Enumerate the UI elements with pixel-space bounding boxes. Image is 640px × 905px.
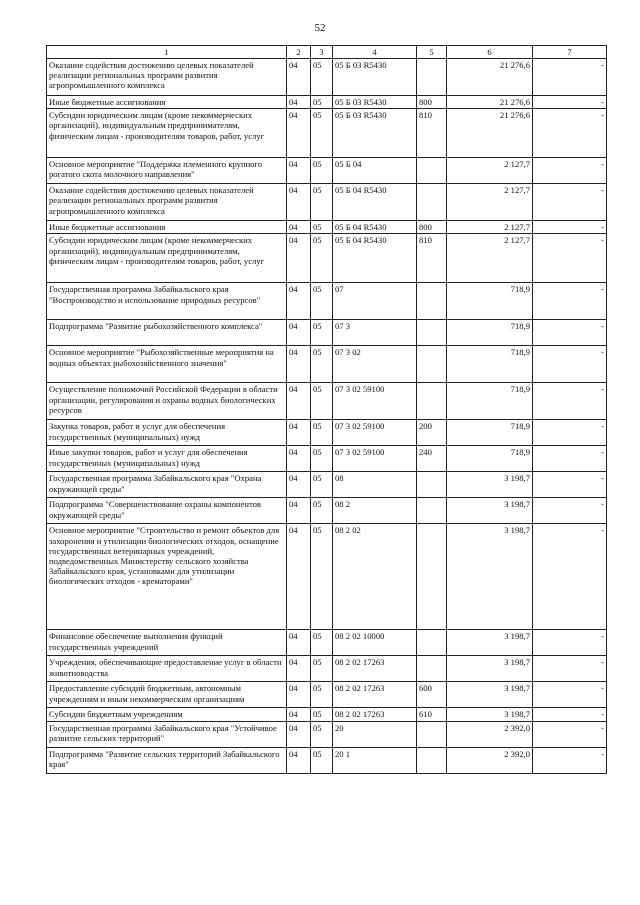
row-amount-col7: - xyxy=(533,221,607,234)
row-section: 04 xyxy=(287,446,311,472)
table-row xyxy=(47,682,607,708)
row-section: 04 xyxy=(287,656,311,682)
row-amount: 718,9 xyxy=(447,446,533,472)
row-subsection: 05 xyxy=(311,656,333,682)
row-amount: 3 198,7 xyxy=(447,498,533,524)
table-row xyxy=(47,498,607,524)
row-amount: 2 127,7 xyxy=(447,221,533,234)
budget-table xyxy=(46,45,607,774)
row-name: Подпрограмма "Развитие рыбохозяйственного комплекса" xyxy=(47,320,287,346)
row-subsection: 05 xyxy=(311,59,333,96)
row-expense-type: 600 xyxy=(417,682,447,708)
row-subsection: 05 xyxy=(311,383,333,420)
table-row xyxy=(47,96,607,109)
row-name: Учреждения, обеспечивающие предоставление услуг в области животноводства xyxy=(47,656,287,682)
row-subsection: 05 xyxy=(311,708,333,721)
row-section: 04 xyxy=(287,109,311,158)
row-section: 04 xyxy=(287,524,311,630)
row-section: 04 xyxy=(287,383,311,420)
header-cell: 5 xyxy=(417,46,447,59)
row-section: 04 xyxy=(287,221,311,234)
table-row xyxy=(47,234,607,283)
row-expense-type xyxy=(417,472,447,498)
row-amount: 718,9 xyxy=(447,420,533,446)
row-target-code: 08 2 02 17263 xyxy=(333,682,417,708)
row-subsection: 05 xyxy=(311,747,333,773)
row-target-code: 05 Б 04 R5430 xyxy=(333,234,417,283)
row-amount: 21 276,6 xyxy=(447,59,533,96)
row-section: 04 xyxy=(287,184,311,221)
row-expense-type xyxy=(417,346,447,383)
row-section: 04 xyxy=(287,346,311,383)
row-section: 04 xyxy=(287,682,311,708)
table-row xyxy=(47,283,607,320)
row-amount: 2 392,0 xyxy=(447,721,533,747)
row-target-code: 07 3 02 59100 xyxy=(333,446,417,472)
table-row xyxy=(47,109,607,158)
row-amount: 2 127,7 xyxy=(447,158,533,184)
row-amount-col7: - xyxy=(533,498,607,524)
row-target-code: 20 1 xyxy=(333,747,417,773)
header-cell: 1 xyxy=(47,46,287,59)
row-section: 04 xyxy=(287,472,311,498)
row-expense-type: 800 xyxy=(417,221,447,234)
table-row xyxy=(47,708,607,721)
table-row xyxy=(47,420,607,446)
row-amount-col7: - xyxy=(533,630,607,656)
row-amount: 718,9 xyxy=(447,383,533,420)
row-section: 04 xyxy=(287,420,311,446)
table-row xyxy=(47,383,607,420)
header-cell: 2 xyxy=(287,46,311,59)
row-amount: 3 198,7 xyxy=(447,656,533,682)
row-amount-col7: - xyxy=(533,721,607,747)
row-section: 04 xyxy=(287,283,311,320)
row-expense-type xyxy=(417,524,447,630)
row-section: 04 xyxy=(287,96,311,109)
header-cell: 7 xyxy=(533,46,607,59)
row-amount: 718,9 xyxy=(447,320,533,346)
row-amount-col7: - xyxy=(533,96,607,109)
row-subsection: 05 xyxy=(311,320,333,346)
row-name: Государственная программа Забайкальского края "Воспроизводство и использование природных ресурсов" xyxy=(47,283,287,320)
row-expense-type xyxy=(417,721,447,747)
row-amount: 21 276,6 xyxy=(447,109,533,158)
row-name: Основное мероприятие "Поддержка племенного крупного рогатого скота молочного направления" xyxy=(47,158,287,184)
row-expense-type xyxy=(417,283,447,320)
row-section: 04 xyxy=(287,747,311,773)
row-subsection: 05 xyxy=(311,109,333,158)
row-name: Осуществление полномочий Российской Федерации в области организации, регулирования и охраны водных биологических ресурсов xyxy=(47,383,287,420)
row-target-code: 07 xyxy=(333,283,417,320)
row-amount-col7: - xyxy=(533,747,607,773)
row-amount-col7: - xyxy=(533,472,607,498)
row-name: Иные бюджетные ассигнования xyxy=(47,96,287,109)
row-subsection: 05 xyxy=(311,524,333,630)
row-amount: 3 198,7 xyxy=(447,708,533,721)
row-amount-col7: - xyxy=(533,524,607,630)
table-row xyxy=(47,446,607,472)
row-section: 04 xyxy=(287,158,311,184)
row-amount: 2 127,7 xyxy=(447,184,533,221)
row-subsection: 05 xyxy=(311,446,333,472)
row-subsection: 05 xyxy=(311,630,333,656)
row-name: Подпрограмма "Развитие сельских территорий Забайкальского края" xyxy=(47,747,287,773)
table-row xyxy=(47,721,607,747)
row-expense-type xyxy=(417,320,447,346)
row-amount-col7: - xyxy=(533,109,607,158)
row-amount-col7: - xyxy=(533,283,607,320)
table-row xyxy=(47,524,607,630)
row-expense-type xyxy=(417,59,447,96)
row-expense-type: 810 xyxy=(417,109,447,158)
table-row xyxy=(47,747,607,773)
row-amount-col7: - xyxy=(533,446,607,472)
row-name: Оказание содействия достижению целевых показателей реализации региональных программ развития агропромышленного комплекса xyxy=(47,59,287,96)
row-subsection: 05 xyxy=(311,221,333,234)
row-section: 04 xyxy=(287,630,311,656)
row-section: 04 xyxy=(287,234,311,283)
row-target-code: 07 3 02 59100 xyxy=(333,420,417,446)
header-cell: 4 xyxy=(333,46,417,59)
row-subsection: 05 xyxy=(311,346,333,383)
header-cell: 3 xyxy=(311,46,333,59)
row-expense-type: 200 xyxy=(417,420,447,446)
row-name: Оказание содействия достижению целевых показателей реализации региональных программ развития агропромышленного комплекса xyxy=(47,184,287,221)
row-name: Подпрограмма "Совершенствование охраны компонентов окружающей среды" xyxy=(47,498,287,524)
row-name: Закупка товаров, работ и услуг для обеспечения государственных (муниципальных) нужд xyxy=(47,420,287,446)
row-subsection: 05 xyxy=(311,184,333,221)
row-amount: 3 198,7 xyxy=(447,472,533,498)
row-target-code: 07 3 xyxy=(333,320,417,346)
row-target-code: 05 Б 04 R5430 xyxy=(333,184,417,221)
row-expense-type: 610 xyxy=(417,708,447,721)
page-number: 52 xyxy=(314,22,326,34)
row-name: Субсидии юридическим лицам (кроме некоммерческих организаций), индивидуальным предпринимателям, физическим лицам - производителям товаров, работ, услуг xyxy=(47,234,287,283)
row-amount-col7: - xyxy=(533,184,607,221)
row-amount: 718,9 xyxy=(447,346,533,383)
row-target-code: 08 2 02 17263 xyxy=(333,708,417,721)
table-row xyxy=(47,346,607,383)
row-amount-col7: - xyxy=(533,383,607,420)
row-name: Субсидии юридическим лицам (кроме некоммерческих организаций), индивидуальным предпринимателям, физическим лицам - производителям товаров, работ, услуг xyxy=(47,109,287,158)
row-subsection: 05 xyxy=(311,498,333,524)
row-amount-col7: - xyxy=(533,420,607,446)
row-amount-col7: - xyxy=(533,346,607,383)
row-target-code: 08 2 02 xyxy=(333,524,417,630)
table-row xyxy=(47,472,607,498)
row-section: 04 xyxy=(287,59,311,96)
row-amount: 3 198,7 xyxy=(447,630,533,656)
row-subsection: 05 xyxy=(311,234,333,283)
row-name: Основное мероприятие "Рыбохозяйственные мероприятия на водных объектах рыбохозяйственного значения" xyxy=(47,346,287,383)
row-expense-type: 240 xyxy=(417,446,447,472)
row-amount: 2 127,7 xyxy=(447,234,533,283)
row-name: Государственная программа Забайкальского края "Охрана окружающей среды" xyxy=(47,472,287,498)
row-name: Субсидии бюджетным учреждениям xyxy=(47,708,287,721)
row-target-code: 08 2 02 17263 xyxy=(333,656,417,682)
row-expense-type xyxy=(417,630,447,656)
table-row xyxy=(47,59,607,96)
row-section: 04 xyxy=(287,320,311,346)
row-expense-type xyxy=(417,656,447,682)
row-target-code: 05 Б 04 R5430 xyxy=(333,221,417,234)
row-subsection: 05 xyxy=(311,158,333,184)
row-target-code: 05 Б 04 xyxy=(333,158,417,184)
row-amount-col7: - xyxy=(533,234,607,283)
table-row xyxy=(47,158,607,184)
table-row xyxy=(47,630,607,656)
row-amount-col7: - xyxy=(533,682,607,708)
row-name: Основное мероприятие "Строительство и ремонт объектов для захоронения и утилизации биологических отходов, оснащение государственных ветеринарных учреждений, подведомственных Министерству сельского хозяйства Забайкальского края, установками для утилизации биологических отходов - крематорами" xyxy=(47,524,287,630)
row-amount-col7: - xyxy=(533,320,607,346)
row-expense-type xyxy=(417,498,447,524)
row-expense-type xyxy=(417,747,447,773)
row-amount: 3 198,7 xyxy=(447,682,533,708)
row-subsection: 05 xyxy=(311,721,333,747)
row-name: Финансовое обеспечение выполнения функций государственных учреждений xyxy=(47,630,287,656)
row-name: Предоставление субсидий бюджетным, автономным учреждениям и иным некоммерческим организациям xyxy=(47,682,287,708)
row-name: Иные бюджетные ассигнования xyxy=(47,221,287,234)
table-row xyxy=(47,184,607,221)
table-row xyxy=(47,221,607,234)
row-name: Государственная программа Забайкальского края "Устойчивое развитие сельских территорий" xyxy=(47,721,287,747)
row-target-code: 08 2 02 10000 xyxy=(333,630,417,656)
table-header-row xyxy=(47,46,607,59)
row-subsection: 05 xyxy=(311,283,333,320)
row-section: 04 xyxy=(287,498,311,524)
row-expense-type: 800 xyxy=(417,96,447,109)
row-amount: 718,9 xyxy=(447,283,533,320)
row-expense-type: 810 xyxy=(417,234,447,283)
row-target-code: 05 Б 03 R5430 xyxy=(333,96,417,109)
row-amount-col7: - xyxy=(533,59,607,96)
row-section: 04 xyxy=(287,721,311,747)
row-target-code: 08 2 xyxy=(333,498,417,524)
row-target-code: 05 Б 03 R5430 xyxy=(333,109,417,158)
row-amount-col7: - xyxy=(533,656,607,682)
row-amount: 3 198,7 xyxy=(447,524,533,630)
row-expense-type xyxy=(417,383,447,420)
row-subsection: 05 xyxy=(311,472,333,498)
table-row xyxy=(47,656,607,682)
row-target-code: 07 3 02 59100 xyxy=(333,383,417,420)
header-cell: 6 xyxy=(447,46,533,59)
row-subsection: 05 xyxy=(311,682,333,708)
row-section: 04 xyxy=(287,708,311,721)
row-target-code: 08 xyxy=(333,472,417,498)
row-target-code: 05 Б 03 R5430 xyxy=(333,59,417,96)
row-amount: 21 276,6 xyxy=(447,96,533,109)
row-amount-col7: - xyxy=(533,708,607,721)
row-subsection: 05 xyxy=(311,420,333,446)
row-target-code: 20 xyxy=(333,721,417,747)
row-expense-type xyxy=(417,158,447,184)
row-expense-type xyxy=(417,184,447,221)
row-name: Иные закупки товаров, работ и услуг для обеспечения государственных (муниципальных) нужд xyxy=(47,446,287,472)
row-subsection: 05 xyxy=(311,96,333,109)
row-target-code: 07 3 02 xyxy=(333,346,417,383)
row-amount: 2 392,0 xyxy=(447,747,533,773)
table-row xyxy=(47,320,607,346)
row-amount-col7: - xyxy=(533,158,607,184)
